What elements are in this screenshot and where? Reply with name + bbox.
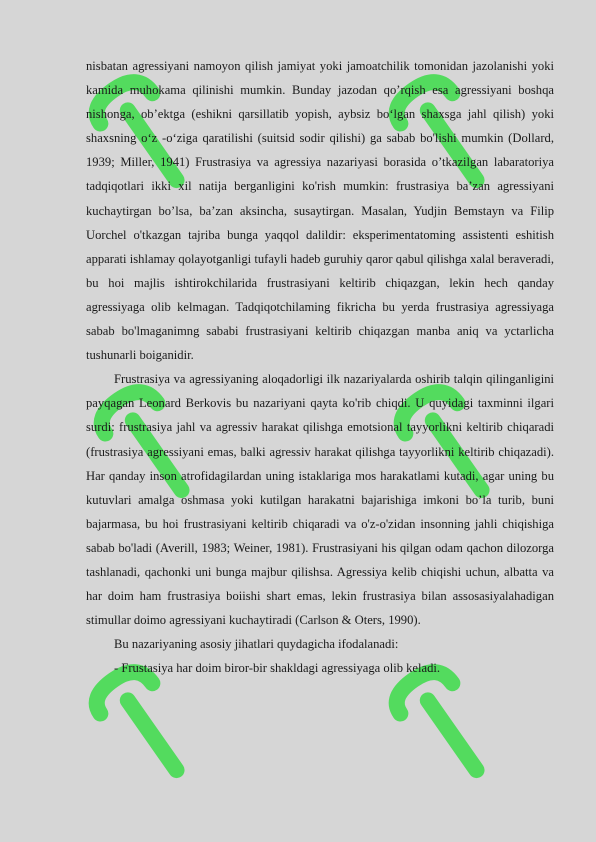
document-body bbox=[86, 54, 554, 680]
list-item: - Frustasiya har doim biror-bir shakldagi agressiyaga olib keladi. bbox=[114, 661, 441, 676]
paragraph: Bu nazariyaning asosiy jihatlari quydagicha ifodalanadi: bbox=[114, 637, 399, 652]
paragraph: nisbatan agressiyani namoyon qilish jamiyat yoki jamoatchilik tomonidan jazolanishi yoki kamida muhokama qilinishi mumkin. Bunday jazodan qo’rqish esa agressiyani boshqa nishonga, ob’ektga (eshikni qarsillatib yopish, aybsiz bo‘lgan shaxsga jahl qilish) yoki shaxsning o‘z -o‘ziga qaratilishi (suitsid sodir qilishi) ga sabab bo'lishi mumkin (Dollard, 1939; Miller, 1941) Frustrasiya va agressiya nazariyasi borasida o’tkazilgan labaratoriya tadqiqotlari ikki xil natija berganligini ko'rish mumkin: frustrasiya ba’zan agressiyani kuchaytirgan bo’lsa, ba’zan aksincha, susaytirgan. Masalan, Yudjin Bemstayn va Filip Uorchel o'tkazgan tajriba bunga yaqqol dalildir: eksperimentatoming assistenti eshitish apparati ishlamay qolayotganligi tufayli hadeb guruhiy qaror qabul qilishga xalal beraveradi, bu hoi majlis ishtirokchilarida frustrasiyani keltirib chiqazgan, lekin hech qanday agressiyaga olib kelmagan. Tadqiqotchilaming fikricha bu yerda frustrasiya agressiyaga sabab bo'lmaganimng sababi frustrasiyani keltirib chiqazgan manba aniq va yctarlicha tushunarli boiganidir. bbox=[86, 59, 554, 363]
paragraph: Frustrasiya va agressiyaning aloqadorligi ilk nazariyalarda oshirib talqin qilinganligini payqagan Leonard Berkovis bu nazariyani qayta ko'rib chiqdi. U quyidagi taxminni ilgari surdi: frustrasiya jahl va agressiv harakat qilishga emotsional tayyorlikni keltirib chiqaradi (frustrasiya agressiyani emas, balki agressiv harakat qilishga tayyorlikni keltirib chiqazadi). Har qanday inson atrofidagilardan uning istaklariga mos harakatlami kutadi, agar uning bu kutuvlari amalga oshmasa yoki kutilgan harakatni bajarishiga imkoni bo’la turib, buni bajarmasa, bu hoi frustrasiyani keltirib chiqaradi va o'z-o'zidan insonning jahli chiqishiga sabab bo'ladi (Averill, 1983; Weiner, 1981). Frustrasiyani his qilgan odam qachon dilozorga tashlanadi, qachonki uni bunga majbur qilishsa. Agressiya kelib chiqishi uchun, albatta va har doim ham frustrasiya boiishi shart emas, lekin frustrasiya bilan assosasiyalahadigan stimullar doimo agressiyani kuchaytiradi (Carlson & Oters, 1990). bbox=[86, 372, 554, 628]
